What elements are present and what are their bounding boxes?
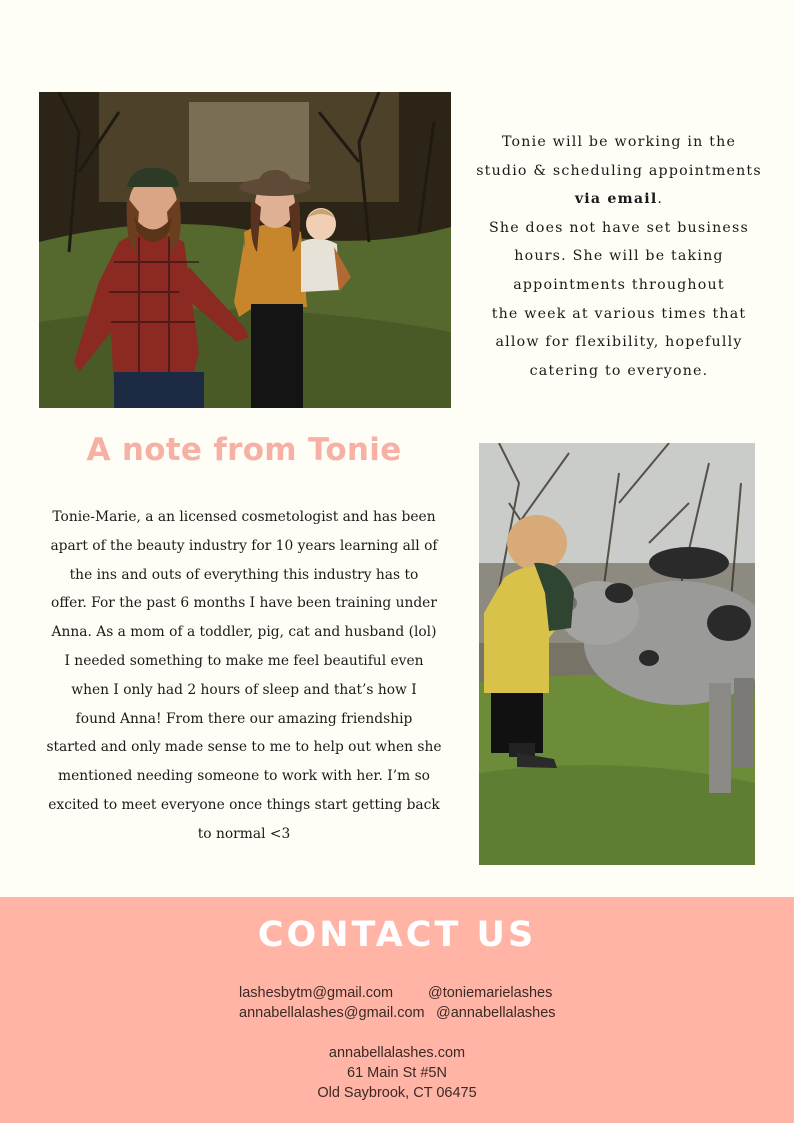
intro-line: appointments throughout bbox=[513, 276, 725, 293]
intro-line: the week at various times that bbox=[491, 305, 747, 322]
family-photo bbox=[39, 92, 451, 408]
intro-line: She does not have set business bbox=[488, 219, 749, 236]
address-street: 61 Main St #5N bbox=[347, 1065, 447, 1081]
via-email-emphasis: via email bbox=[574, 191, 658, 208]
intro-line: hours. She will be taking bbox=[514, 248, 724, 265]
toddler-pig-photo bbox=[479, 443, 755, 865]
note-line: Anna. As a mom of a toddler, pig, cat and husband (lol) bbox=[51, 624, 437, 641]
note-line: the ins and outs of everything this industry has to bbox=[69, 566, 419, 583]
note-heading: A note from Tonie bbox=[86, 432, 402, 468]
note-line: found Anna! From there our amazing friendship bbox=[75, 710, 413, 727]
note-line: apart of the beauty industry for 10 years learning all of bbox=[50, 537, 438, 554]
intro-line: allow for flexibility, hopefully bbox=[495, 334, 743, 351]
note-line: when I only had 2 hours of sleep and that’s how I bbox=[71, 681, 417, 698]
email-annabellalashes-link[interactable]: annabellalashes@gmail.com bbox=[239, 1005, 425, 1021]
intro-line: Tonie will be working in the bbox=[501, 134, 737, 150]
note-line: to normal <3 bbox=[197, 825, 291, 842]
website-link[interactable]: annabellalashes.com bbox=[328, 1045, 466, 1061]
contact-section bbox=[0, 897, 794, 1123]
note-line: Tonie-Marie, a an licensed cosmetologist and has been bbox=[52, 509, 436, 525]
note-line: I needed something to make me feel beautiful even bbox=[64, 652, 424, 669]
address-city: Old Saybrook, CT 06475 bbox=[317, 1085, 477, 1101]
intro-punctuation: . bbox=[657, 191, 664, 208]
note-line: mentioned needing someone to work with her. I’m so bbox=[58, 768, 430, 785]
intro-text bbox=[474, 128, 764, 385]
instagram-annabellalashes-link[interactable]: @annabellalashes bbox=[436, 1005, 556, 1021]
email-lashesbytm-link[interactable]: lashesbytm@gmail.com bbox=[239, 985, 394, 1001]
intro-line: catering to everyone. bbox=[529, 362, 709, 379]
instagram-toniemarielashes-link[interactable]: @toniemarielashes bbox=[428, 985, 553, 1001]
intro-line: studio & scheduling appointments bbox=[476, 162, 762, 179]
contact-heading: CONTACT US bbox=[257, 915, 537, 955]
note-body bbox=[36, 503, 452, 849]
note-line: offer. For the past 6 months I have been training under bbox=[51, 595, 437, 612]
note-line: started and only made sense to me to help out when she bbox=[46, 739, 442, 756]
intro-line-email bbox=[474, 185, 764, 214]
note-line: excited to meet everyone once things start getting back bbox=[48, 796, 440, 813]
